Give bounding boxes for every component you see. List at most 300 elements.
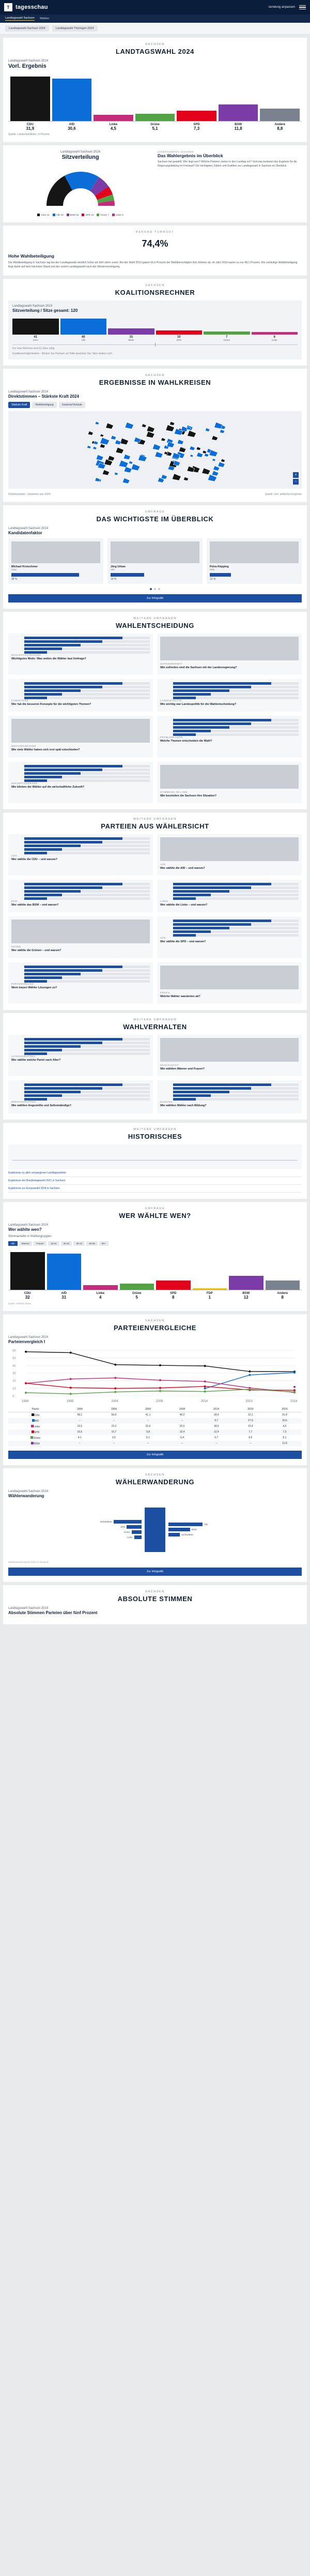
map-district[interactable] bbox=[102, 470, 110, 475]
coalition-majority-note: Für eine Mehrheit sind 61 Sitze nötig bbox=[12, 347, 55, 350]
map-district[interactable] bbox=[131, 463, 140, 470]
poll-bar-track bbox=[24, 969, 150, 972]
coalition-seats-bsw: 15 bbox=[129, 335, 133, 339]
poll-card[interactable] bbox=[8, 962, 153, 1004]
migration-bar bbox=[132, 1530, 142, 1534]
bar-spd bbox=[177, 72, 216, 121]
poll-bar-track bbox=[24, 1087, 150, 1090]
turnout-value: 74,4% bbox=[142, 238, 168, 249]
map-district[interactable] bbox=[100, 438, 110, 445]
poll-card-chart bbox=[160, 682, 299, 699]
map-district[interactable] bbox=[114, 472, 118, 475]
who-bar-grüne bbox=[120, 1249, 154, 1290]
poll-card-title: Wichtigstes Motiv: Was wollen die Wähler laut Umfrage? bbox=[11, 657, 86, 660]
row-value: 12,4 bbox=[199, 1429, 234, 1435]
migration-inflow-row bbox=[100, 1520, 142, 1524]
migration-inflow-row bbox=[127, 1535, 142, 1539]
poll-card[interactable] bbox=[157, 880, 302, 912]
district-map[interactable] bbox=[8, 411, 302, 489]
poll-card-image bbox=[160, 837, 299, 861]
map-district[interactable] bbox=[125, 422, 134, 429]
map-district[interactable] bbox=[212, 435, 218, 440]
burger-icon[interactable] bbox=[299, 4, 306, 11]
migration-bar bbox=[168, 1533, 180, 1536]
candidate-card[interactable] bbox=[207, 538, 302, 584]
migration-outflow bbox=[168, 1523, 302, 1536]
result-chart-title: Vorl. Ergebnis bbox=[8, 63, 47, 69]
map-district[interactable] bbox=[183, 477, 189, 480]
poll-bar-track bbox=[173, 682, 299, 685]
coalition-bar-afd[interactable] bbox=[60, 317, 107, 335]
row-value: 20,6 bbox=[179, 1425, 185, 1428]
historical-kicker: WEITERE UMFRAGEN bbox=[133, 1127, 177, 1131]
poll-card-title: Wie blicken die Wähler auf die wirtschaftliche Zukunft? bbox=[11, 785, 85, 789]
map-district[interactable] bbox=[87, 445, 91, 448]
map-district[interactable] bbox=[93, 446, 97, 449]
map-district[interactable] bbox=[111, 435, 116, 440]
who-chip-25-34[interactable]: 25-34 bbox=[61, 1241, 72, 1246]
poll-bar-track bbox=[24, 890, 150, 893]
map-district[interactable] bbox=[124, 466, 132, 473]
overview-section bbox=[3, 505, 307, 609]
bar-label-cdu: CDU 31,9 bbox=[26, 123, 35, 131]
th-year: 2014 bbox=[199, 1407, 234, 1412]
who-chip-35-44[interactable]: 35-44 bbox=[73, 1241, 85, 1246]
candidate-cards bbox=[8, 538, 302, 584]
x-tick: 1999 bbox=[66, 1399, 74, 1403]
map-district[interactable] bbox=[196, 446, 201, 450]
y-tick: 50 bbox=[12, 1357, 16, 1360]
map-district[interactable] bbox=[220, 429, 225, 433]
historical-links[interactable] bbox=[8, 1169, 302, 1193]
map-district[interactable] bbox=[166, 425, 175, 431]
migration-label: AfD bbox=[204, 1523, 208, 1526]
coalition-bar-grüne[interactable] bbox=[204, 317, 250, 335]
overview-cta-button[interactable]: Zur Infografik bbox=[8, 594, 302, 602]
th-year: 2009 bbox=[165, 1407, 199, 1412]
th-year: 2004 bbox=[131, 1407, 165, 1412]
th-year: 2019 bbox=[234, 1407, 268, 1412]
x-tick: 1994 bbox=[22, 1399, 29, 1403]
who-label-fdp: FDP 1 bbox=[206, 1291, 213, 1300]
coalition-bar-bsw[interactable] bbox=[108, 317, 154, 335]
poll-card-kicker: GESCHLECHT bbox=[160, 1064, 179, 1066]
poll-card-title: Wie wählten Wähler nach Bildung? bbox=[160, 1104, 207, 1108]
poll-card[interactable] bbox=[8, 880, 153, 912]
map-district[interactable] bbox=[147, 426, 155, 432]
row-value: 10,4 bbox=[165, 1429, 199, 1435]
migration-label: Nichtwähler bbox=[100, 1520, 112, 1524]
candidate-bar bbox=[111, 573, 144, 577]
who-chip-alle[interactable]: Alle bbox=[8, 1241, 18, 1246]
candidate-card[interactable] bbox=[107, 538, 203, 584]
candidate-party: SPD bbox=[210, 568, 215, 571]
who-bar-fdp bbox=[193, 1249, 227, 1290]
map-district[interactable] bbox=[169, 421, 175, 426]
migration-chart-title: Wählerwanderung bbox=[8, 1493, 44, 1498]
who-chip-18-24[interactable]: 18-24 bbox=[48, 1241, 59, 1246]
poll-bar-track bbox=[173, 697, 299, 699]
poll-card-kicker: GRÜNE bbox=[11, 945, 21, 948]
result-source: Quelle: Landeswahlleiter, in Prozent bbox=[8, 133, 50, 136]
seats-section bbox=[3, 145, 307, 222]
poll-card[interactable] bbox=[157, 834, 302, 876]
map-district[interactable] bbox=[134, 437, 141, 443]
who-chip-frauen[interactable]: Frauen bbox=[34, 1241, 47, 1246]
who-chip-45-59[interactable]: 45-59 bbox=[86, 1241, 98, 1246]
poll-card-kicker: PROBLEMLAGEN bbox=[160, 736, 183, 739]
who-label-cdu: CDU 32 bbox=[24, 1291, 31, 1300]
row-value: – bbox=[97, 1441, 131, 1447]
poll-bar-track bbox=[24, 845, 150, 847]
nav-item-wahlen[interactable]: Wahlen bbox=[39, 17, 50, 20]
poll-bar-track bbox=[24, 765, 150, 767]
map-district[interactable] bbox=[212, 471, 219, 476]
poll-card-image bbox=[160, 637, 299, 660]
map-district[interactable] bbox=[213, 465, 220, 471]
tab-wahlbeteiligung[interactable]: Wahlbeteiligung bbox=[32, 402, 56, 408]
historical-link[interactable]: Ergebnisse zu allen vergangenen Landtagswahlen bbox=[8, 1169, 302, 1177]
poll-card-image bbox=[11, 719, 150, 743]
poll-bar-track bbox=[24, 976, 150, 979]
poll-card-title: Wer wählte welche Partei nach Alter? bbox=[11, 1059, 61, 1062]
poll-card-chart bbox=[11, 1038, 150, 1055]
overview-chart-title: Kandidatenfaktor bbox=[8, 530, 42, 535]
poll-bar-track bbox=[173, 730, 299, 732]
poll-card-kicker: ZUKUNFTSSORGEN bbox=[11, 781, 38, 785]
poll-bar-track bbox=[173, 930, 299, 933]
map-district[interactable] bbox=[196, 452, 203, 457]
table-row bbox=[8, 1412, 302, 1418]
map-district[interactable] bbox=[95, 477, 100, 481]
row-value: 56,9 bbox=[111, 1413, 117, 1417]
bar-afd bbox=[52, 72, 92, 121]
row-value: 10,4 bbox=[247, 1425, 253, 1428]
bar-label-grüne: Grüne 5,1 bbox=[150, 123, 160, 131]
candidate-party: CDU bbox=[11, 568, 17, 571]
poll-bar-track bbox=[24, 682, 150, 685]
map-district[interactable] bbox=[218, 462, 225, 467]
th-year: 2024 bbox=[268, 1407, 302, 1412]
map-district[interactable] bbox=[205, 428, 210, 431]
poll-card-kicker: ZUFRIEDENHEIT bbox=[160, 662, 182, 665]
sub-nav bbox=[0, 14, 310, 23]
map-zoom-out-button[interactable]: − bbox=[293, 479, 299, 485]
row-value: 58,1 bbox=[77, 1413, 83, 1417]
y-tick: 10 bbox=[12, 1387, 16, 1391]
coalition-bar-spd[interactable] bbox=[156, 317, 203, 335]
who-label-andere: Andere 8 bbox=[277, 1291, 288, 1300]
compare-table bbox=[8, 1407, 302, 1447]
poll-card[interactable] bbox=[157, 634, 302, 675]
migration-label: Grüne bbox=[123, 1531, 130, 1534]
seats-teaser[interactable] bbox=[158, 150, 302, 216]
poll-card-title: Wer wählte die Grünen – und warum? bbox=[11, 949, 61, 953]
migration-note: Wählerwanderung zur CDU, in Tausend bbox=[8, 1560, 49, 1563]
map-district[interactable] bbox=[204, 453, 209, 457]
candidate-name: Jörg Urban bbox=[111, 565, 126, 568]
poll-card-title: Wer wählte die Linke – und warum? bbox=[160, 903, 208, 907]
poll-card-title: Wie wählten Angestellte und Selbstständige? bbox=[11, 1104, 71, 1108]
poll-card[interactable] bbox=[8, 762, 153, 803]
map-district[interactable] bbox=[116, 447, 124, 454]
poll-card-kicker: CDU bbox=[11, 854, 18, 857]
tab-gewinne-verluste[interactable]: Gewinne/Verluste bbox=[59, 402, 85, 408]
poll-card-chart bbox=[160, 920, 299, 940]
tagesschau-logo-icon[interactable]: T bbox=[4, 3, 12, 11]
map-district[interactable] bbox=[100, 434, 104, 437]
map-district[interactable] bbox=[190, 446, 195, 450]
who-chip-60+[interactable]: 60+ bbox=[99, 1241, 109, 1246]
poll-card-kicker: PROFIL bbox=[160, 991, 171, 994]
x-tick: 2004 bbox=[111, 1399, 118, 1403]
legend-spd: SPD 10 bbox=[82, 214, 94, 216]
poll-bar-track bbox=[24, 1091, 150, 1093]
row-value: 18,9 bbox=[213, 1425, 219, 1428]
poll-bar-track bbox=[24, 980, 150, 983]
breadcrumb bbox=[0, 23, 310, 35]
poll-bar-track bbox=[173, 726, 299, 729]
map-district[interactable] bbox=[155, 451, 163, 458]
result-chart-head: Landtagswahl Sachsen 2024 bbox=[8, 59, 49, 63]
nav-item-landtagswahl[interactable]: Landtagswahl Sachsen bbox=[5, 17, 35, 20]
row-value: – bbox=[165, 1418, 199, 1424]
migration-chart-head: Landtagswahl Sachsen 2024 bbox=[8, 1489, 49, 1493]
poll-card-kicker: BILDUNG bbox=[160, 1101, 173, 1104]
row-value: 5,1 bbox=[283, 1436, 287, 1440]
absolute-section bbox=[3, 1585, 307, 1624]
map-district[interactable] bbox=[152, 444, 161, 450]
section-kicker: WEITERE UMFRAGEN bbox=[133, 1018, 177, 1021]
poll-bar-track bbox=[24, 1038, 150, 1041]
who-label-afd: AfD 31 bbox=[61, 1291, 67, 1300]
who-title: WER WÄHLTE WEN? bbox=[119, 1211, 191, 1219]
map-district[interactable] bbox=[161, 474, 167, 479]
tab-staerkste-kraft[interactable]: Stärkste Kraft bbox=[8, 402, 30, 408]
map-district[interactable] bbox=[202, 468, 210, 475]
poll-bar-track bbox=[24, 693, 150, 696]
who-bar-cdu bbox=[10, 1249, 45, 1290]
candidate-value: 38 % bbox=[11, 577, 18, 581]
section-kicker: WEITERE UMFRAGEN bbox=[133, 616, 177, 620]
map-district[interactable] bbox=[138, 455, 147, 461]
map-district[interactable] bbox=[203, 450, 207, 453]
map-district[interactable] bbox=[115, 440, 121, 444]
row-party: CDU bbox=[8, 1412, 63, 1418]
candidate-name: Petra Köpping bbox=[210, 565, 229, 568]
row-value: 31,9 bbox=[282, 1413, 287, 1417]
poll-card-image bbox=[160, 966, 299, 989]
breadcrumb-sachsen[interactable]: Landtagswahl Sachsen 2024 bbox=[5, 25, 49, 32]
migration-section bbox=[3, 1468, 307, 1582]
poll-bar-track bbox=[24, 637, 150, 639]
map-district[interactable] bbox=[100, 444, 105, 448]
poll-card-chart bbox=[11, 637, 150, 654]
poll-card-kicker: BSW bbox=[11, 900, 18, 903]
poll-card[interactable] bbox=[157, 1035, 302, 1076]
poll-card-chart bbox=[11, 837, 150, 854]
row-value: 9,7 bbox=[199, 1418, 234, 1424]
poll-card-image bbox=[160, 765, 299, 789]
poll-bar-track bbox=[24, 886, 150, 889]
poll-card-title: Wer wählte die AfD – und warum? bbox=[160, 866, 205, 870]
poll-card-kicker: LANDESPOLITIK bbox=[160, 699, 182, 702]
compare-line-chart bbox=[8, 1347, 302, 1404]
districts-kicker: SACHSEN bbox=[145, 373, 165, 377]
poll-card[interactable] bbox=[8, 834, 153, 876]
poll-card-kicker: SPD bbox=[160, 937, 166, 940]
poll-bar-track bbox=[173, 733, 299, 736]
historical-sparkline bbox=[8, 1144, 302, 1169]
map-district[interactable] bbox=[106, 423, 114, 429]
poll-card[interactable] bbox=[157, 762, 302, 803]
poll-card-title: Wie viele Wähler haben sich erst spät entschieden? bbox=[11, 748, 80, 752]
migration-label: Linke bbox=[127, 1536, 133, 1539]
absolute-chart-head: Landtagswahl Sachsen 2024 bbox=[8, 1606, 49, 1610]
sendung-anpassen-button[interactable]: Sendung anpassen bbox=[268, 6, 295, 9]
row-value: 7,3 bbox=[268, 1429, 302, 1435]
map-zoom-controls[interactable] bbox=[293, 472, 299, 485]
map-district[interactable] bbox=[188, 430, 196, 437]
poll-bar-track bbox=[24, 1094, 150, 1097]
poll-bar-track bbox=[173, 934, 299, 937]
compare-chart-title: Parteienvergleich I bbox=[8, 1339, 45, 1344]
candidate-card[interactable] bbox=[8, 538, 103, 584]
coalition-bar-cdu[interactable] bbox=[12, 317, 59, 335]
map-district[interactable] bbox=[119, 460, 128, 468]
map-district[interactable] bbox=[212, 458, 216, 461]
poll-card-kicker: PARTEIBINDUNG bbox=[11, 982, 34, 985]
coalition-bar-chart[interactable] bbox=[12, 317, 298, 335]
districts-title: ERGEBNISSE IN WAHLKREISEN bbox=[99, 378, 211, 386]
legend-afd: AfD 40 bbox=[53, 214, 64, 216]
poll-card[interactable] bbox=[157, 716, 302, 757]
seats-legend bbox=[37, 214, 123, 216]
migration-title: WÄHLERWANDERUNG bbox=[115, 1478, 195, 1486]
poll-card[interactable] bbox=[8, 1035, 153, 1076]
poll-bar-track bbox=[24, 966, 150, 968]
map-district[interactable] bbox=[123, 454, 130, 459]
poll-card-title: Wie zufrieden sind die Sachsen mit der Landesregierung? bbox=[160, 666, 237, 669]
migration-label: Nichtwähler bbox=[181, 1533, 194, 1536]
coalition-bar-linke[interactable] bbox=[252, 317, 298, 335]
compare-cta-button[interactable]: Zur Infografik bbox=[8, 1451, 302, 1459]
map-district[interactable] bbox=[221, 459, 225, 462]
poll-card-title: Wie beurteilen die Sachsen ihre Situation? bbox=[160, 794, 216, 797]
map-district[interactable] bbox=[122, 478, 130, 484]
who-label-grüne: Grüne 5 bbox=[132, 1291, 142, 1300]
map-district[interactable] bbox=[96, 455, 103, 460]
who-bar-linke bbox=[83, 1249, 118, 1290]
poll-card-kicker: STIMMUNG IM LAND bbox=[160, 790, 188, 793]
coalition-kicker: SACHSEN bbox=[145, 283, 165, 287]
poll-card[interactable] bbox=[8, 634, 153, 675]
map-district[interactable] bbox=[120, 438, 128, 445]
compare-chart-head: Landtagswahl Sachsen 2024 bbox=[8, 1335, 49, 1339]
breadcrumb-thueringen[interactable]: Landtagswahl Thüringen 2024 bbox=[52, 25, 98, 32]
poll-bar-track bbox=[24, 973, 150, 975]
row-value: 32,1 bbox=[247, 1413, 253, 1417]
candidate-value: 12 % bbox=[210, 577, 216, 581]
section-title: WAHLENTSCHEIDUNG bbox=[116, 621, 194, 629]
map-district[interactable] bbox=[129, 461, 133, 464]
sachsen-map-icon[interactable] bbox=[8, 411, 302, 489]
row-value: 27,5 bbox=[234, 1418, 268, 1424]
poll-card[interactable] bbox=[8, 716, 153, 757]
poll-bar-track bbox=[173, 1098, 299, 1101]
row-value: – bbox=[165, 1441, 199, 1447]
poll-card[interactable] bbox=[157, 962, 302, 1004]
who-chart-head: Landtagswahl Sachsen 2024 bbox=[8, 1223, 49, 1227]
map-district[interactable] bbox=[108, 455, 115, 460]
coalition-party-names bbox=[12, 339, 298, 341]
who-source: Quelle: Infratest dimap bbox=[8, 1302, 32, 1305]
districts-tabs[interactable] bbox=[8, 402, 302, 408]
poll-bar-track bbox=[24, 1049, 150, 1051]
section-grid bbox=[8, 634, 302, 803]
th-party: Partei bbox=[8, 1407, 63, 1412]
map-district[interactable] bbox=[95, 421, 99, 425]
y-tick: 0 bbox=[12, 1395, 14, 1398]
poll-bar-track bbox=[24, 644, 150, 646]
poll-card-title: Welche Themen entscheiden die Wahl? bbox=[160, 740, 212, 743]
poll-card[interactable] bbox=[157, 679, 302, 712]
map-district[interactable] bbox=[190, 454, 194, 457]
poll-card[interactable] bbox=[8, 1080, 153, 1113]
poll-card[interactable] bbox=[157, 916, 302, 958]
poll-card[interactable] bbox=[8, 679, 153, 712]
table-row bbox=[8, 1424, 302, 1429]
map-zoom-in-button[interactable]: + bbox=[293, 472, 299, 478]
poll-card[interactable] bbox=[8, 916, 153, 958]
section-grid bbox=[8, 1035, 302, 1113]
poll-bar-track bbox=[173, 686, 299, 688]
result-bar-labels bbox=[8, 122, 302, 131]
map-district[interactable] bbox=[177, 439, 183, 444]
poll-bar-track bbox=[24, 776, 150, 778]
map-district[interactable] bbox=[161, 438, 166, 441]
historical-link[interactable]: Ergebnisse zur Europawahl 2024 in Sachsen bbox=[8, 1185, 302, 1193]
migration-cta-button[interactable]: Zur Infografik bbox=[8, 1568, 302, 1576]
map-district[interactable] bbox=[146, 431, 154, 438]
poll-bar-track bbox=[24, 894, 150, 896]
x-tick: 2014 bbox=[200, 1399, 208, 1403]
poll-bar-track bbox=[24, 1042, 150, 1044]
compare-kicker: SACHSEN bbox=[145, 1319, 165, 1322]
row-value: 30,6 bbox=[268, 1418, 302, 1424]
th-year: 1999 bbox=[97, 1407, 131, 1412]
migration-outflow-row bbox=[168, 1523, 302, 1526]
poll-card-kicker: LINKE bbox=[160, 900, 168, 903]
map-district[interactable] bbox=[142, 424, 146, 427]
map-district[interactable] bbox=[88, 431, 93, 435]
poll-card-chart bbox=[11, 765, 150, 782]
map-district[interactable] bbox=[172, 474, 181, 480]
poll-card-chart bbox=[11, 682, 150, 699]
compare-title: PARTEIENVERGLEICHE bbox=[113, 1323, 197, 1332]
who-chip-männer[interactable]: Männer bbox=[19, 1241, 33, 1246]
row-value: 4,1 bbox=[78, 1436, 82, 1440]
overview-title: DAS WICHTIGSTE IM ÜBERBLICK bbox=[96, 515, 214, 523]
poll-bar-track bbox=[24, 689, 150, 692]
who-filter-chips[interactable] bbox=[8, 1241, 302, 1246]
poll-bar-track bbox=[24, 686, 150, 688]
legend-grüne: Grüne 7 bbox=[97, 214, 109, 216]
poll-card[interactable] bbox=[157, 1080, 302, 1113]
carousel-dots[interactable] bbox=[8, 588, 302, 590]
historical-link[interactable]: Ergebnisse der Bundestagswahl 2021 in Sachsen bbox=[8, 1177, 302, 1185]
poll-card-kicker: WAHLENTSCHEIDUNG bbox=[11, 653, 41, 656]
